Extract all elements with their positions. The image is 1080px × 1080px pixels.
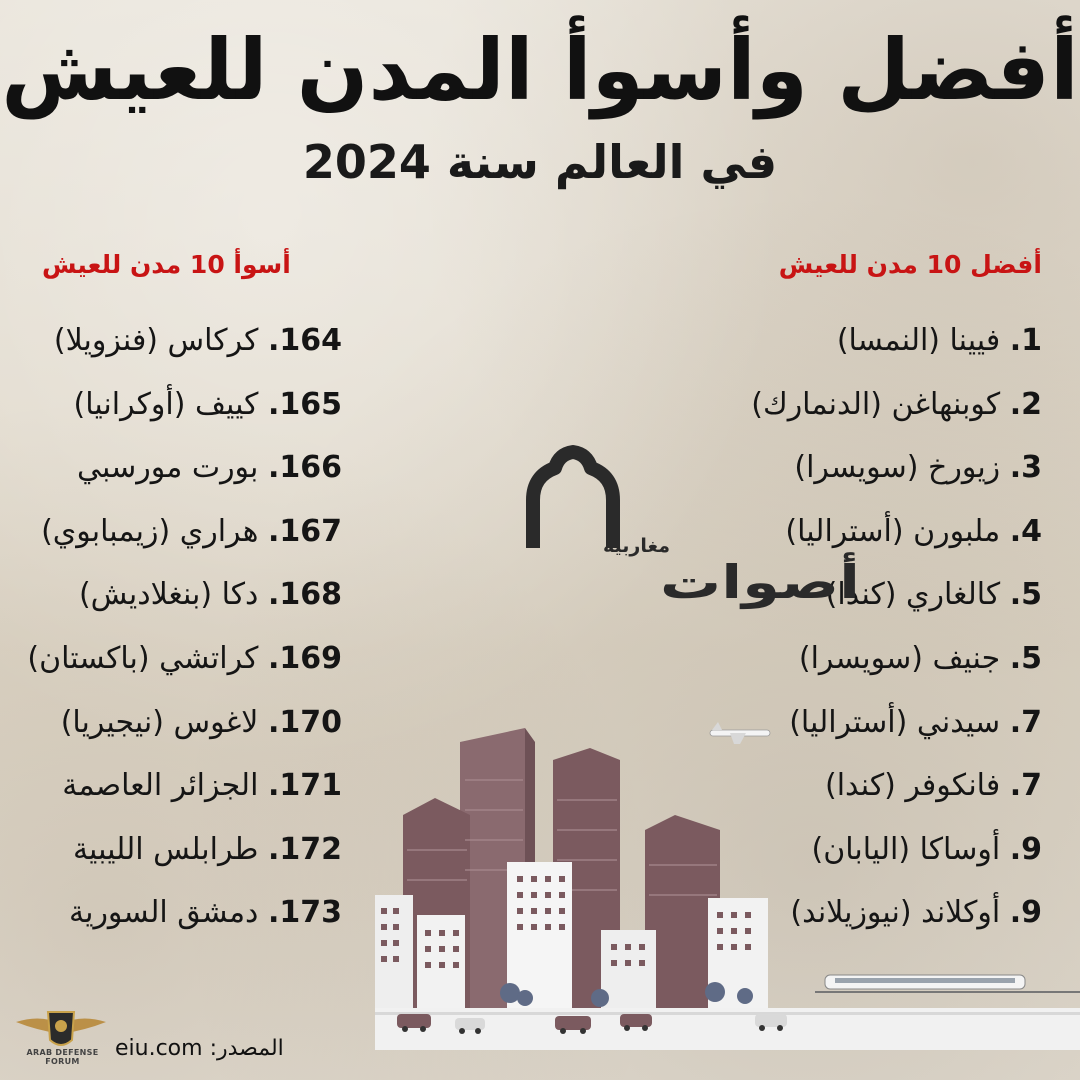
city-name: دكا (بنغلاديش) [78, 577, 259, 613]
rank: 1. [1009, 323, 1042, 358]
source-value: eiu.com [115, 1036, 203, 1061]
city-name: طرابلس الليبية [72, 831, 259, 867]
rank: 5. [1009, 577, 1042, 613]
city-name: كييف (أوكرانيا) [73, 386, 259, 422]
rank: 9. [1009, 895, 1042, 931]
rank: 7. [1009, 768, 1042, 804]
list-item [27, 698, 342, 762]
city-name: جنيف (سويسرا) [798, 640, 1001, 676]
city-name: أوساكا (اليابان) [811, 831, 1001, 867]
aswat-magharibia-logo [455, 448, 812, 609]
list-item [27, 316, 342, 380]
rank: 165. [267, 386, 342, 422]
rank: 7. [1009, 704, 1042, 740]
city-name: الجزائر العاصمة [62, 768, 259, 804]
rank: 164. [267, 323, 342, 358]
city-name: كراتشي (باكستان) [27, 640, 259, 676]
city-name: سيدني (أستراليا) [789, 704, 1001, 740]
forum-name: ARAB DEFENSE FORUM [26, 1048, 99, 1066]
logo-arch [533, 452, 613, 548]
list-item [27, 761, 342, 825]
list-item [751, 316, 1042, 380]
city-name: كالغاري (كندا) [825, 577, 1001, 613]
city-name: ملبورن (أستراليا) [785, 513, 1001, 549]
source-credit [115, 1036, 284, 1061]
list-item [751, 443, 1042, 507]
source-label: المصدر: [209, 1036, 284, 1061]
city-name: فانكوفر (كندا) [825, 768, 1001, 804]
worst-cities-heading: أسوأ 10 مدن للعيش [42, 250, 291, 279]
worst-cities-list [27, 316, 342, 952]
rank: 167. [267, 513, 342, 549]
train-icon [815, 975, 1080, 992]
list-item [27, 380, 342, 444]
rank: 168. [267, 577, 342, 613]
list-item [27, 443, 342, 507]
city-name: بورت مورسبي [77, 450, 259, 486]
road-line [375, 1012, 1080, 1015]
list-item [27, 634, 342, 698]
city-name: زيورخ (سويسرا) [794, 450, 1001, 486]
list-item [27, 888, 342, 952]
list-item [751, 380, 1042, 444]
list-item [27, 825, 342, 889]
rank: 2. [1009, 386, 1042, 422]
best-cities-heading: أفضل 10 مدن للعيش [778, 250, 1042, 279]
rank: 4. [1009, 513, 1042, 549]
rank: 3. [1009, 450, 1042, 486]
airplane-icon [710, 722, 770, 744]
city-name: هراري (زيمبابوي) [41, 513, 259, 549]
rank: 173. [267, 895, 342, 931]
rank: 166. [267, 450, 342, 486]
city-name: دمشق السورية [69, 895, 259, 931]
rank: 169. [267, 640, 342, 676]
logo-main-text: أصوات [660, 555, 812, 609]
city-name: أوكلاند (نيوزيلاند) [790, 895, 1001, 931]
page-subtitle: في العالم سنة 2024 [302, 135, 778, 189]
rank: 172. [267, 831, 342, 867]
city-name: كركاس (فنزويلا) [53, 323, 259, 358]
list-item [27, 570, 342, 634]
rank: 170. [267, 704, 342, 740]
list-item [751, 634, 1042, 698]
rank: 9. [1009, 831, 1042, 867]
city-name: فيينا (النمسا) [836, 323, 1001, 358]
city-skyline-illustration [375, 720, 1080, 1050]
city-name: كوبنهاغن (الدنمارك) [751, 386, 1001, 422]
city-name: لاغوس (نيجيريا) [60, 704, 259, 740]
rank: 5. [1009, 640, 1042, 676]
page-title: أفضل وأسوأ المدن للعيش [1, 21, 1079, 119]
rank: 171. [267, 768, 342, 804]
logo-top-text: مغاربية [603, 535, 670, 557]
list-item [27, 507, 342, 571]
forum-watermark-icon [6, 1000, 116, 1078]
